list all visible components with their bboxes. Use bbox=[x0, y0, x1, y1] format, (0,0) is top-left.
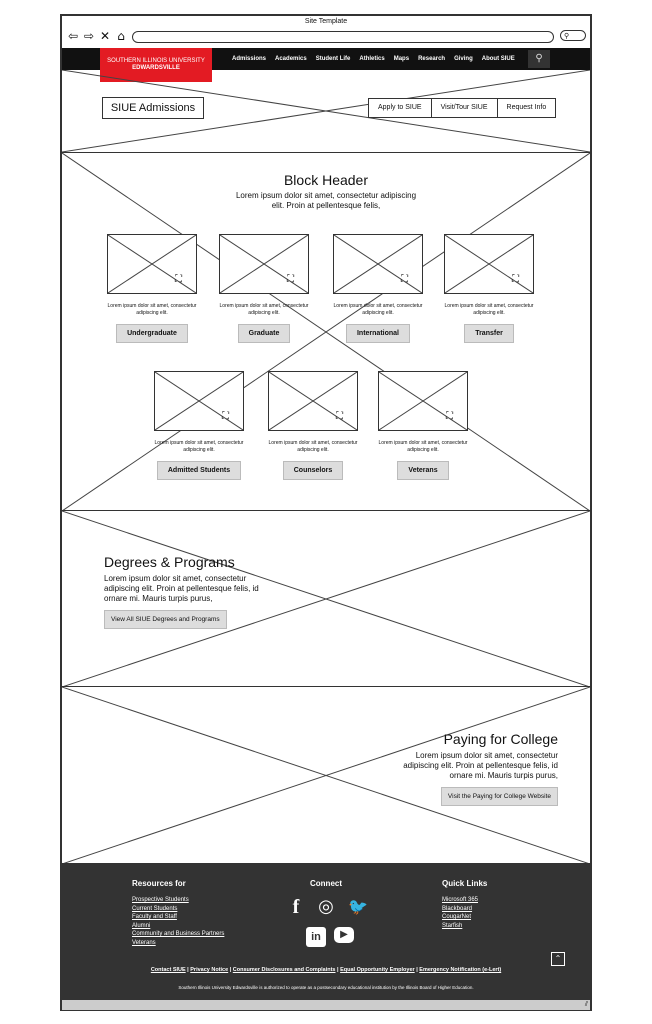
footer-link[interactable]: Prospective Students bbox=[132, 897, 189, 903]
card-image bbox=[378, 371, 468, 431]
site-footer bbox=[62, 863, 590, 999]
nav-athletics[interactable]: Athletics bbox=[359, 56, 385, 62]
main-nav bbox=[232, 48, 515, 70]
logo-line-1: SOUTHERN ILLINOIS UNIVERSITY bbox=[107, 58, 205, 64]
linkedin-icon[interactable]: in bbox=[306, 927, 326, 947]
degrees-text: Lorem ipsum dolor sit amet, consectetur adipiscing elit. Proin at pellentesque felis, id ornare mi. Mauris turpis purus, bbox=[104, 574, 259, 603]
footer-link[interactable]: Veterans bbox=[132, 939, 156, 946]
nav-about-siue[interactable]: About SIUE bbox=[481, 56, 515, 62]
contact-link[interactable]: Contact SIUE bbox=[150, 967, 186, 973]
graduate-button[interactable]: Graduate bbox=[238, 324, 291, 343]
expand-icon[interactable]: ⛶ bbox=[222, 411, 229, 422]
nav-giving[interactable]: Giving bbox=[454, 56, 473, 62]
footer-link[interactable]: Starfish bbox=[442, 922, 463, 929]
separator: | bbox=[414, 967, 420, 973]
search-icon: ⚲ bbox=[564, 33, 570, 40]
hero-button-group bbox=[368, 98, 556, 118]
card-image bbox=[444, 234, 534, 294]
forward-arrow-icon[interactable]: ⇨ bbox=[83, 29, 95, 43]
window-title: Site Template bbox=[304, 18, 348, 25]
browser-toolbar bbox=[62, 28, 590, 46]
footer-link[interactable]: Microsoft 365 bbox=[442, 897, 479, 903]
international-button[interactable]: International bbox=[346, 324, 410, 343]
card-transfer bbox=[444, 234, 534, 343]
undergraduate-button[interactable]: Undergraduate bbox=[116, 324, 188, 343]
separator: | bbox=[185, 967, 191, 973]
veterans-button[interactable]: Veterans bbox=[397, 461, 448, 480]
expand-icon[interactable]: ⛶ bbox=[512, 274, 519, 285]
nav-research[interactable]: Research bbox=[418, 56, 446, 62]
nav-admissions[interactable]: Admissions bbox=[232, 56, 267, 62]
block-title: Block Header bbox=[283, 172, 369, 188]
card-text: Lorem ipsum dolor sit amet, consectetur adipiscing elit. bbox=[154, 440, 244, 453]
facebook-icon[interactable]: f bbox=[292, 896, 300, 918]
card-graduate bbox=[219, 234, 309, 343]
connect-heading: Connect bbox=[310, 879, 342, 888]
block-header bbox=[62, 172, 590, 211]
card-counselors bbox=[268, 371, 358, 480]
connect-column bbox=[310, 879, 342, 896]
card-text: Lorem ipsum dolor sit amet, consectetur adipiscing elit. bbox=[107, 303, 197, 316]
logo-line-2: EDWARDSVILLE bbox=[132, 65, 180, 71]
card-admitted-students bbox=[154, 371, 244, 480]
card-image bbox=[268, 371, 358, 431]
visit-tour-button[interactable]: Visit/Tour SIUE bbox=[431, 99, 497, 117]
paying-text: Lorem ipsum dolor sit amet, consectetur adipiscing elit. Proin at pellentesque felis, id ornare mi. Mauris turpis purus, bbox=[403, 751, 558, 780]
card-text: Lorem ipsum dolor sit amet, consectetur adipiscing elit. bbox=[268, 440, 358, 453]
page-title: SIUE Admissions bbox=[102, 97, 204, 119]
expand-icon[interactable]: ⛶ bbox=[446, 411, 453, 422]
address-bar[interactable] bbox=[132, 31, 554, 43]
paying-website-button[interactable]: Visit the Paying for College Website bbox=[441, 787, 558, 806]
nav-maps[interactable]: Maps bbox=[393, 56, 410, 62]
back-arrow-icon[interactable]: ⇦ bbox=[67, 29, 79, 43]
back-to-top-icon[interactable]: ⌃ bbox=[551, 952, 565, 966]
browser-window bbox=[60, 14, 592, 1011]
paying-block bbox=[392, 731, 558, 806]
paying-title: Paying for College bbox=[443, 731, 558, 747]
footer-link[interactable]: Blackboard bbox=[442, 905, 473, 912]
card-text: Lorem ipsum dolor sit amet, consectetur adipiscing elit. bbox=[219, 303, 309, 316]
expand-icon[interactable]: ⛶ bbox=[175, 274, 182, 285]
card-international bbox=[333, 234, 423, 343]
separator: | bbox=[228, 967, 233, 973]
footer-link[interactable]: Current Students bbox=[132, 905, 178, 912]
resize-grip-icon[interactable]: ⫽ bbox=[584, 1000, 588, 1008]
resources-column bbox=[132, 879, 224, 947]
nav-academics[interactable]: Academics bbox=[275, 56, 307, 62]
admitted-students-button[interactable]: Admitted Students bbox=[157, 461, 241, 480]
browser-search-field[interactable] bbox=[560, 30, 586, 41]
close-icon[interactable]: ✕ bbox=[99, 29, 111, 43]
quick-links-column bbox=[442, 879, 487, 930]
card-image bbox=[107, 234, 197, 294]
privacy-link[interactable]: Privacy Notice bbox=[190, 967, 229, 973]
instagram-icon[interactable]: ◎ bbox=[318, 896, 334, 917]
card-text: Lorem ipsum dolor sit amet, consectetur adipiscing elit. bbox=[444, 303, 534, 316]
disclaimer-text: Southern Illinois University Edwardsville is authorized to operate as a postsecondary educational institution by the Illinois Board of Higher Education. bbox=[178, 985, 474, 990]
footer-link[interactable]: Community and Business Partners bbox=[132, 931, 225, 937]
consumer-disclosures-link[interactable]: Consumer Disclosures and Complaints bbox=[232, 967, 336, 973]
search-icon: ⚲ bbox=[535, 53, 543, 64]
card-undergraduate bbox=[107, 234, 197, 343]
card-image bbox=[333, 234, 423, 294]
nav-student-life[interactable]: Student Life bbox=[315, 56, 351, 62]
card-image bbox=[154, 371, 244, 431]
quick-links-heading: Quick Links bbox=[442, 879, 488, 888]
home-icon[interactable]: ⌂ bbox=[117, 29, 125, 43]
transfer-button[interactable]: Transfer bbox=[464, 324, 514, 343]
footer-link[interactable]: Faculty and Staff bbox=[132, 914, 177, 920]
site-navbar bbox=[62, 48, 590, 70]
request-info-button[interactable]: Request Info bbox=[497, 99, 556, 117]
expand-icon[interactable]: ⛶ bbox=[287, 274, 294, 285]
card-image bbox=[219, 234, 309, 294]
site-search-button[interactable] bbox=[528, 50, 550, 68]
status-bar bbox=[62, 999, 590, 1010]
degrees-block bbox=[104, 554, 274, 629]
view-degrees-button[interactable]: View All SIUE Degrees and Programs bbox=[104, 610, 227, 629]
degrees-title: Degrees & Programs bbox=[104, 554, 235, 570]
footer-link[interactable]: Alumni bbox=[132, 922, 151, 929]
resources-heading: Resources for bbox=[132, 879, 186, 888]
twitter-icon[interactable]: 🐦 bbox=[348, 897, 368, 916]
counselors-button[interactable]: Counselors bbox=[283, 461, 344, 480]
footer-link[interactable]: CougarNet bbox=[442, 914, 472, 920]
equal-opportunity-link[interactable]: Equal Opportunity Employer bbox=[340, 967, 415, 973]
block-text: Lorem ipsum dolor sit amet, consectetur adipiscing elit. Proin at pellentesque felis, bbox=[235, 191, 417, 210]
card-text: Lorem ipsum dolor sit amet, consectetur adipiscing elit. bbox=[333, 303, 423, 316]
expand-icon[interactable]: ⛶ bbox=[336, 411, 343, 422]
youtube-icon[interactable]: ▶ bbox=[334, 927, 354, 943]
emergency-notification-link[interactable]: Emergency Notification (e-Lert) bbox=[419, 967, 502, 973]
card-veterans bbox=[378, 371, 468, 480]
expand-icon[interactable]: ⛶ bbox=[401, 274, 408, 285]
separator: | bbox=[335, 967, 341, 973]
card-text: Lorem ipsum dolor sit amet, consectetur adipiscing elit. bbox=[378, 440, 468, 453]
apply-button[interactable]: Apply to SIUE bbox=[378, 104, 422, 111]
legal-links bbox=[62, 967, 590, 973]
